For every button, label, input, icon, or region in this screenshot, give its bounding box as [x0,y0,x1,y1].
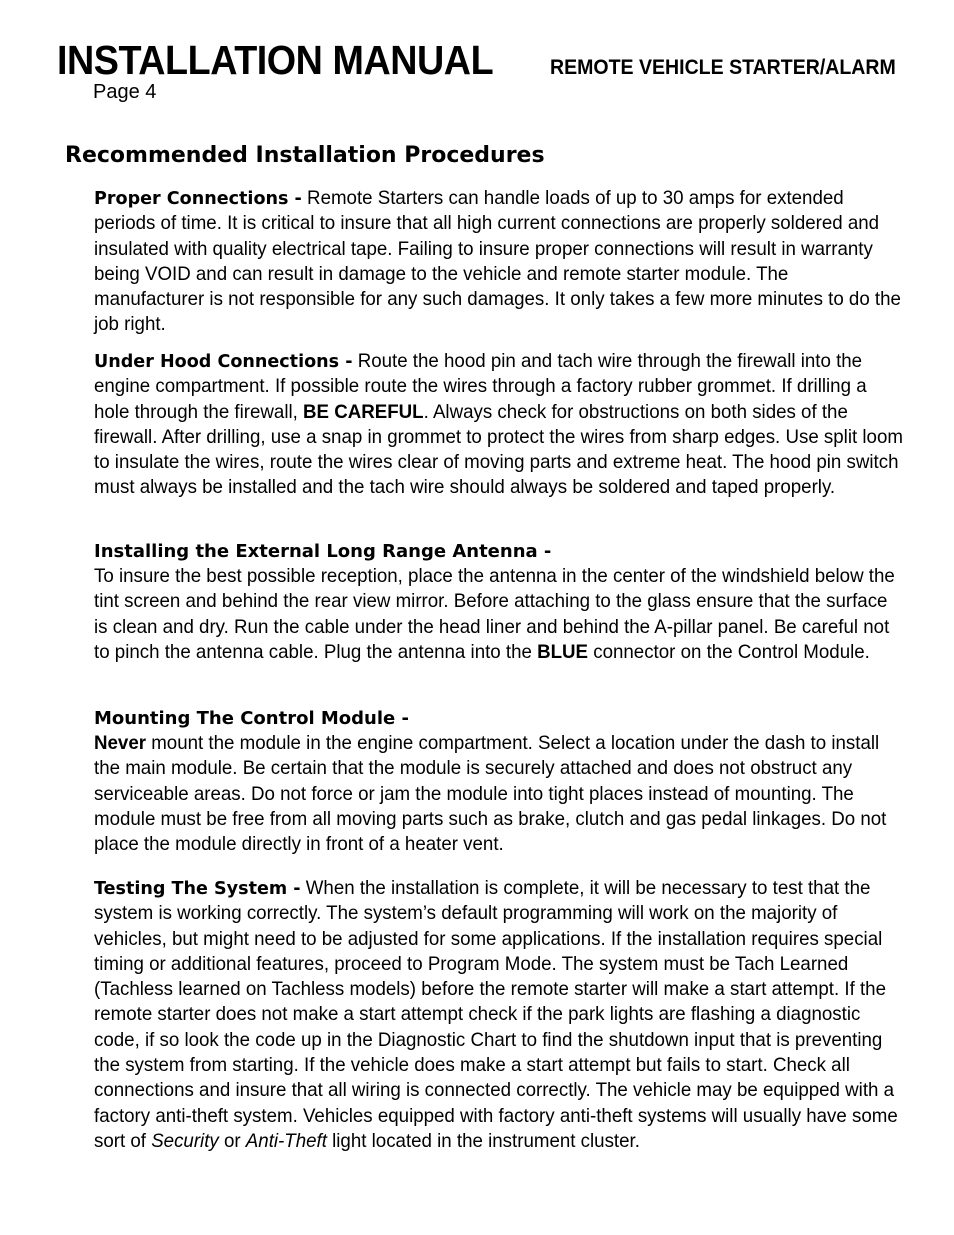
under-hood-section [94,349,902,501]
proper-connections-paragraph [94,186,903,338]
be-careful-emphasis: BE CAREFUL [303,401,424,423]
testing-text-2: or [218,1130,246,1152]
mounting-paragraph [94,731,903,857]
testing-text-3: light located in the instrument cluster. [326,1130,640,1152]
anti-theft-italic: Anti-Theft [245,1130,327,1152]
proper-connections-heading: Proper Connections - [94,188,302,209]
antenna-heading: Installing the External Long Range Antenna - [94,541,552,562]
under-hood-text-1: Route the hood pin and tach wire through the firewall into the engine compartment. If possible route the wires through a factory rubber grommet. If drilling a hole through the firewall, [94,351,867,423]
under-hood-text-2: . Always check for obstructions on both sides of the firewall. After drilling, use a snap in grommet to protect the wires from sharp edges. Use split loom to insulate the wires, route the wires clear of moving parts and extreme heat. The hood pin switch must always be installed and the tach wire should always be soldered and taped properly. [94,401,903,499]
mounting-section [94,706,902,857]
document-title: INSTALLATION MANUAL [57,37,494,83]
proper-connections-text: Remote Starters can handle loads of up to 30 amps for extended periods of time. It is critical to insure that all high current connections are properly soldered and insulated with quality electrical tape. Failing to insure proper connections will result in warranty being VOID and can result in damage to the vehicle and remote starter module. The manufacturer is not responsible for any such damages. It only takes a few more minutes to do the job right. [94,188,901,336]
proper-connections-section [94,186,902,338]
never-emphasis: Never [94,733,147,754]
blue-emphasis: BLUE [537,641,589,663]
section-title: Recommended Installation Procedures [65,143,545,168]
testing-section [94,876,902,1154]
testing-heading: Testing The System - [94,878,301,899]
antenna-paragraph [94,564,903,665]
testing-paragraph [94,876,903,1154]
mounting-text: mount the module in the engine compartment. Select a location under the dash to install the main module. Be certain that the module is securely attached and does not obstruct any serviceable areas. Do not force or jam the module into tight places instead of mounting. The module must be free from all moving parts such as brake, clutch and gas pedal linkages. Do not place the module directly in front of a heater vent. [94,733,887,856]
document-subtitle: REMOTE VEHICLE STARTER/ALARM [550,56,896,79]
under-hood-heading: Under Hood Connections - [94,351,353,372]
page-number: Page 4 [93,81,157,103]
under-hood-paragraph [94,349,903,501]
antenna-section [94,539,902,665]
testing-text-1: When the installation is complete, it will be necessary to test that the system is working correctly. The system’s default programming will work on the majority of vehicles, but might need to be adjusted for some applications. If the installation requires special timing or additional features, proceed to Program Mode. The system must be Tach Learned (Tachless learned on Tachless models) before the remote starter will make a start attempt. If the remote starter does not make a start attempt check if the park lights are flashing a diagnostic code, if so look the code up in the Diagnostic Chart to find the shutdown input that is preventing the system from starting. If the vehicle does make a start attempt but fails to start. Check all connections and insure that all wiring is connected correctly. The vehicle may be equipped with a factory anti-theft system. Vehicles equipped with factory anti-theft systems will usually have some sort of [94,878,898,1152]
antenna-text-2: connector on the Control Module. [588,641,870,663]
antenna-text-1: To insure the best possible reception, place the antenna in the center of the windshield below the tint screen and behind the rear view mirror. Before attaching to the glass ensure that the surface is clean and dry. Run the cable under the head liner and behind the A-pillar panel. Be careful not to pinch the antenna cable. Plug the antenna into the [94,566,895,663]
mounting-heading: Mounting The Control Module - [94,708,409,729]
security-italic: Security [151,1130,219,1152]
